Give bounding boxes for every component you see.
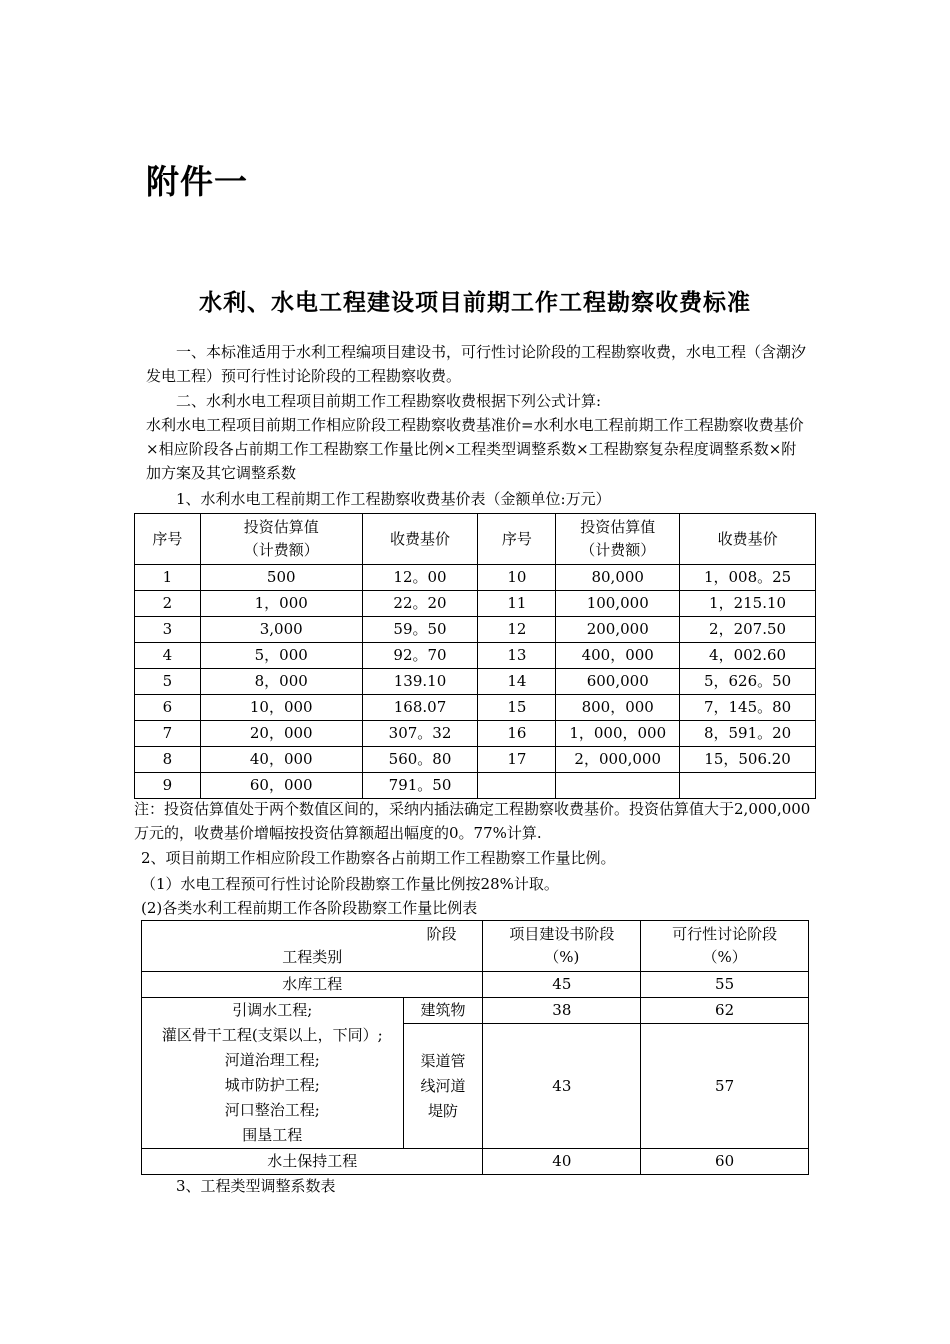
building-feasibility: 62 bbox=[641, 998, 809, 1024]
table-header-row bbox=[142, 921, 809, 972]
table-cell: 791。50 bbox=[362, 773, 478, 799]
table-cell: 4 bbox=[135, 643, 201, 669]
table-cell: 2 bbox=[135, 591, 201, 617]
table-row bbox=[135, 773, 816, 799]
table-cell: 92。70 bbox=[362, 643, 478, 669]
table-cell: 12。00 bbox=[362, 565, 478, 591]
header-investment-2: 投资估算值 （计费额） bbox=[556, 514, 680, 565]
table-cell: 168.07 bbox=[362, 695, 478, 721]
table-cell: 15 bbox=[478, 695, 556, 721]
reservoir-feasibility: 55 bbox=[641, 972, 809, 998]
table-cell: 10，000 bbox=[200, 695, 362, 721]
section2-heading: 2、项目前期工作相应阶段工作勘察各占前期工作工程勘察工作量比例。 bbox=[141, 849, 616, 867]
table-cell: 500 bbox=[200, 565, 362, 591]
table-cell bbox=[478, 773, 556, 799]
header-seq-2: 序号 bbox=[478, 514, 556, 565]
table-cell: 8，591。20 bbox=[680, 721, 816, 747]
table-cell: 10 bbox=[478, 565, 556, 591]
table-cell: 7 bbox=[135, 721, 201, 747]
table-cell: 16 bbox=[478, 721, 556, 747]
item1-text: （1）水电工程预可行性讨论阶段勘察工作量比例按28%计取。 bbox=[141, 875, 559, 893]
table-cell: 2，207.50 bbox=[680, 617, 816, 643]
table-cell bbox=[680, 773, 816, 799]
table-cell: 6 bbox=[135, 695, 201, 721]
stage-ratio-table bbox=[141, 920, 809, 1175]
channel-label: 渠道管 线河道 堤防 bbox=[403, 1024, 483, 1149]
table-cell: 3,000 bbox=[200, 617, 362, 643]
table-cell: 1，000 bbox=[200, 591, 362, 617]
paragraph-formula: 水利水电工程项目前期工作相应阶段工程勘察收费基准价=水利水电工程前期工作工程勘察收费基价×相应阶段各占前期工作工程勘察工作量比例×工程类型调整系数×工程勘察复杂程度调整系数×附加方案及其它调整系数 bbox=[146, 416, 804, 482]
table-cell: 800，000 bbox=[556, 695, 680, 721]
table-cell: 9 bbox=[135, 773, 201, 799]
table-cell: 60，000 bbox=[200, 773, 362, 799]
document-title: 水利、水电工程建设项目前期工作工程勘察收费标准 bbox=[199, 290, 751, 316]
header-price: 收费基价 bbox=[362, 514, 478, 565]
building-label: 建筑物 bbox=[403, 998, 483, 1024]
paragraph-scope: 一、本标准适用于水利工程编项目建设书，可行性讨论阶段的工程勘察收费，水电工程（含潮汐发电工程）预可行性讨论阶段的工程勘察收费。 bbox=[146, 343, 807, 385]
base-price-table bbox=[134, 513, 816, 799]
table-row bbox=[135, 721, 816, 747]
paragraph-formula-intro: 二、水利水电工程项目前期工作工程勘察收费根据下列公式计算: bbox=[176, 392, 602, 410]
table-cell: 100,000 bbox=[556, 591, 680, 617]
table-cell bbox=[556, 773, 680, 799]
header-investment: 投资估算值 （计费额） bbox=[200, 514, 362, 565]
table-cell: 139.10 bbox=[362, 669, 478, 695]
table-cell: 4，002.60 bbox=[680, 643, 816, 669]
table-cell: 13 bbox=[478, 643, 556, 669]
table-cell: 59。50 bbox=[362, 617, 478, 643]
table-cell: 1 bbox=[135, 565, 201, 591]
table-cell: 1，008。25 bbox=[680, 565, 816, 591]
table-cell: 11 bbox=[478, 591, 556, 617]
table-cell: 1，000，000 bbox=[556, 721, 680, 747]
table-cell: 200,000 bbox=[556, 617, 680, 643]
table-cell: 400，000 bbox=[556, 643, 680, 669]
reservoir-proposal: 45 bbox=[483, 972, 641, 998]
table-cell: 5 bbox=[135, 669, 201, 695]
table-cell: 600,000 bbox=[556, 669, 680, 695]
building-proposal: 38 bbox=[483, 998, 641, 1024]
project-group-list: 引调水工程; 灌区骨干工程(支渠以上，下同）; 河道治理工程; 城市防护工程; 河口整治工程; 围垦工程 bbox=[142, 998, 404, 1149]
table-cell: 307。32 bbox=[362, 721, 478, 747]
table-row bbox=[142, 972, 809, 998]
channel-proposal: 43 bbox=[483, 1024, 641, 1149]
section3-heading: 3、工程类型调整系数表 bbox=[176, 1177, 336, 1195]
header-category-stage: 阶段 工程类别 bbox=[142, 921, 483, 972]
table-row bbox=[135, 617, 816, 643]
table-cell: 40，000 bbox=[200, 747, 362, 773]
channel-feasibility: 57 bbox=[641, 1024, 809, 1149]
table-row bbox=[135, 565, 816, 591]
item2-text: (2)各类水利工程前期工作各阶段勘察工作量比例表 bbox=[141, 899, 478, 917]
soil-proposal: 40 bbox=[483, 1149, 641, 1175]
soil-label: 水土保持工程 bbox=[142, 1149, 483, 1175]
table-cell: 7，145。80 bbox=[680, 695, 816, 721]
table-cell: 5，626。50 bbox=[680, 669, 816, 695]
header-price-2: 收费基价 bbox=[680, 514, 816, 565]
table-cell: 3 bbox=[135, 617, 201, 643]
table-row bbox=[142, 1149, 809, 1175]
table-row bbox=[135, 591, 816, 617]
table-cell: 80,000 bbox=[556, 565, 680, 591]
table1-note: 注：投资估算值处于两个数值区间的，采纳内插法确定工程勘察收费基价。投资估算值大于2,000,000万元的，收费基价增幅按投资估算额超出幅度的0。77%计算. bbox=[134, 800, 811, 842]
table-cell: 17 bbox=[478, 747, 556, 773]
table-cell: 20，000 bbox=[200, 721, 362, 747]
table-cell: 5，000 bbox=[200, 643, 362, 669]
table-row bbox=[135, 695, 816, 721]
table-cell: 1，215.10 bbox=[680, 591, 816, 617]
table-row bbox=[142, 998, 809, 1024]
reservoir-label: 水库工程 bbox=[142, 972, 483, 998]
header-feasibility-stage: 可行性讨论阶段 （%） bbox=[641, 921, 809, 972]
soil-feasibility: 60 bbox=[641, 1149, 809, 1175]
header-proposal-stage: 项目建设书阶段 （%) bbox=[483, 921, 641, 972]
attachment-heading: 附件一 bbox=[146, 162, 248, 201]
table-row bbox=[135, 643, 816, 669]
table-cell: 22。20 bbox=[362, 591, 478, 617]
table-cell: 8，000 bbox=[200, 669, 362, 695]
table1-caption: 1、水利水电工程前期工作工程勘察收费基价表（金额单位:万元） bbox=[176, 490, 611, 508]
table-header-row bbox=[135, 514, 816, 565]
table-cell: 12 bbox=[478, 617, 556, 643]
table-cell: 14 bbox=[478, 669, 556, 695]
table-row bbox=[135, 669, 816, 695]
table-cell: 8 bbox=[135, 747, 201, 773]
table-cell: 2，000,000 bbox=[556, 747, 680, 773]
header-seq: 序号 bbox=[135, 514, 201, 565]
table-cell: 560。80 bbox=[362, 747, 478, 773]
table-cell: 15，506.20 bbox=[680, 747, 816, 773]
table-row bbox=[135, 747, 816, 773]
